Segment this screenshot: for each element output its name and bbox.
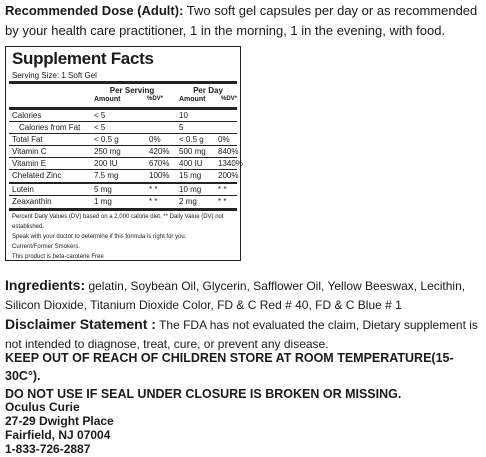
recommended-dose-label: Recommended Dose (Adult):	[5, 3, 184, 18]
serving-size: Serving Size: 1 Soft Gel	[12, 71, 97, 80]
table-row	[9, 169, 237, 181]
warning-line-1: KEEP OUT OF REACH OF CHILDREN STORE AT ROOM TEMPERATURE(15-30C°).	[5, 351, 454, 383]
dv-per-day: * *	[218, 185, 227, 194]
amount-per-day: 10 mg	[179, 185, 202, 194]
ingredients-label: Ingredients:	[5, 277, 86, 293]
facts-footnotes	[12, 212, 240, 262]
nutrient-name: Calories from Fat	[19, 123, 81, 132]
dv-per-serving: 100%	[149, 171, 170, 180]
nutrient-name: Vitamin C	[12, 147, 47, 156]
amount-per-serving: 7.5 mg	[94, 171, 119, 180]
nutrient-name: Chelated Zinc	[12, 171, 62, 180]
dv-per-serving: * *	[149, 185, 158, 194]
divider-thick	[9, 208, 237, 211]
table-row	[9, 195, 237, 207]
dv-per-serving: 420%	[149, 147, 170, 156]
amount-header: Amount	[94, 96, 121, 103]
supplement-facts-panel	[5, 46, 241, 261]
footnote: Speak with your doctor to determine if this formula is right for you.	[12, 234, 187, 240]
nutrient-name: Calories	[12, 111, 42, 120]
ingredients-text: gelatin, Soybean Oil, Glycerin, Safflower Oil, Yellow Beeswax, Lecithin, Silicon Dioxide, Titanium Dioxide Color, FD & C Red # 40, FD & C Blue # 1	[5, 279, 466, 312]
street-address: 27-29 Dwight Place	[5, 414, 114, 428]
dv-per-day: 0%	[218, 135, 230, 144]
amount-header: Amount	[179, 96, 206, 103]
table-row	[9, 184, 237, 195]
dv-per-day: 200%	[218, 171, 239, 180]
amount-per-serving: < 0.5 g	[94, 135, 119, 144]
ingredients-and-disclaimer	[5, 276, 483, 354]
table-row	[9, 121, 237, 133]
nutrient-name: Vitamin E	[12, 159, 47, 168]
table-row	[9, 145, 237, 157]
per-day-header: Per Day	[193, 86, 223, 95]
amount-per-day: 400 IU	[179, 159, 203, 168]
amount-per-day: 15 mg	[179, 171, 202, 180]
dv-per-serving: 670%	[149, 159, 170, 168]
table-row	[9, 157, 243, 169]
supplement-facts-title: Supplement Facts	[12, 49, 154, 68]
dv-header: %DV*	[147, 96, 164, 102]
ingredients	[5, 276, 483, 315]
address-block	[5, 400, 483, 456]
amount-per-day: 10	[179, 111, 188, 120]
amount-per-serving: 250 mg	[94, 147, 121, 156]
amount-per-day: 500 mg	[179, 147, 206, 156]
nutrient-name: Lutein	[12, 185, 34, 194]
per-serving-header: Per Serving	[109, 86, 155, 95]
dv-per-day: 1340%	[218, 159, 243, 168]
dv-per-day: * *	[218, 197, 227, 206]
dv-per-serving: * *	[149, 197, 158, 206]
city-state-zip: Fairfield, NJ 07004	[5, 428, 111, 442]
company-name: Oculus Curie	[5, 400, 80, 414]
phone-number: 1-833-726-2887	[5, 442, 91, 456]
amount-per-serving: < 5	[94, 111, 106, 120]
amount-per-serving: 200 IU	[94, 159, 118, 168]
amount-per-day: < 0.5 g	[179, 135, 204, 144]
footnote: Percent Daily Values (DV) based on a 2,000 calorie diet. ** Daily Value (DV) not established.	[12, 214, 224, 230]
nutrient-name: Total Fat	[12, 135, 43, 144]
table-row	[9, 133, 237, 145]
amount-per-day: 5	[179, 123, 184, 132]
amount-per-serving: 1 mg	[94, 197, 112, 206]
dv-per-serving: 0%	[149, 135, 161, 144]
recommended-dose-text: Two soft gel capsules per day or as recommended by your health care practitioner, 1 in the morning, 1 in the evening, with food.	[5, 3, 478, 38]
amount-per-serving: 5 mg	[94, 185, 112, 194]
amount-per-serving: < 5	[94, 123, 106, 132]
warning-line-2: DO NOT USE IF SEAL UNDER CLOSURE IS BROKEN OR MISSING.	[5, 387, 402, 401]
recommended-dose	[5, 1, 483, 41]
disclaimer-text: The FDA has not evaluated the claim, Dietary supplement is not intended to diagnose, treat, cure, or prevent any disease.	[5, 318, 478, 351]
disclaimer-label: Disclaimer Statement :	[5, 316, 156, 332]
dv-header: %DV*	[221, 96, 238, 102]
footnote: This product is beta-carotene Free	[12, 254, 104, 260]
nutrient-name: Zeaxanthin	[12, 197, 52, 206]
amount-per-day: 2 mg	[179, 197, 197, 206]
table-row	[9, 109, 237, 121]
facts-header	[9, 84, 237, 106]
dv-per-day: 840%	[218, 147, 239, 156]
warning	[5, 349, 483, 403]
footnote: Current/Former Smokers.	[12, 244, 81, 250]
